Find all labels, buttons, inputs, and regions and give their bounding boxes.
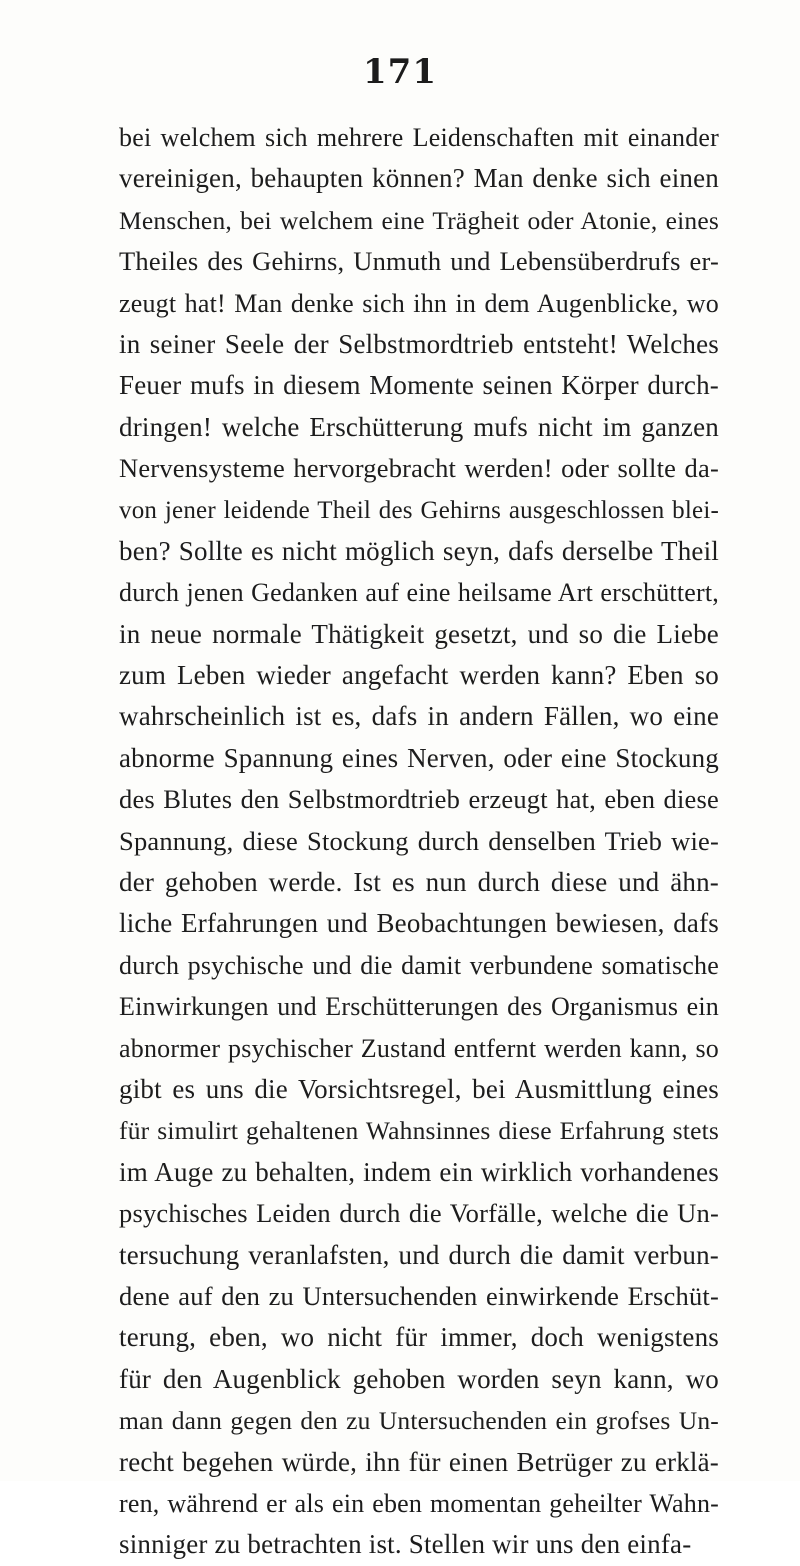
text-line: liche Erfahrungen und Beobachtungen bewiesen, dafs — [119, 908, 719, 939]
text-line: im Auge zu behalten, indem ein wirklich vorhandenes — [119, 1156, 719, 1187]
text-line: abnormer psychischer Zustand entfernt werden kann, so — [119, 1033, 719, 1063]
text-line: bei welchem sich mehrere Leidenschaften mit einander — [119, 123, 719, 152]
text-line: zeugt hat! Man denke sich ihn in dem Augenblicke, wo — [119, 288, 719, 318]
text-line: man dann gegen den zu Untersuchenden ein grofses Un- — [119, 1406, 719, 1436]
text-line: Theiles des Gehirns, Unmuth und Lebensüberdrufs er- — [119, 246, 719, 277]
text-line: durch jenen Gedanken auf eine heilsame Art erschüttert, — [119, 578, 719, 608]
text-line: der gehoben werde. Ist es nun durch diese und ähn- — [119, 867, 719, 898]
text-line: Feuer mufs in diesem Momente seinen Körper durch- — [119, 370, 719, 401]
text-line: durch psychische und die damit verbundene somatische — [119, 950, 719, 980]
text-line: sinniger zu betrachten ist. Stellen wir uns den einfa- — [119, 1529, 692, 1560]
text-line: psychisches Leiden durch die Vorfälle, welche die Un- — [119, 1198, 719, 1229]
text-line: gibt es uns die Vorsichtsregel, bei Ausmittlung eines — [119, 1073, 719, 1104]
text-line: Einwirkungen und Erschütterungen des Organismus ein — [119, 992, 719, 1022]
text-line: terung, eben, wo nicht für immer, doch wenigstens — [119, 1322, 719, 1353]
text-line: dene auf den zu Untersuchenden einwirkende Erschüt- — [119, 1280, 719, 1311]
text-line: in neue normale Thätigkeit gesetzt, und so die Liebe — [119, 618, 719, 649]
text-line: von jener leidende Theil des Gehirns ausgeschlossen blei- — [119, 496, 719, 524]
text-line: dringen! welche Erschütterung mufs nicht im ganzen — [119, 411, 719, 442]
page-number: 171 — [363, 52, 437, 92]
text-line: recht begehen würde, ihn für einen Betrüger zu erklä- — [119, 1446, 719, 1477]
text-line: abnorme Spannung eines Nerven, oder eine Stockung — [119, 742, 719, 773]
text-line: des Blutes den Selbstmordtrieb erzeugt hat, eben diese — [119, 784, 719, 815]
text-line: Spannung, diese Stockung durch denselben Trieb wie- — [119, 825, 719, 856]
text-line: tersuchung veranlafsten, und durch die damit verbun- — [119, 1239, 719, 1270]
text-line: in seiner Seele der Selbstmordtrieb entsteht! Welches — [119, 328, 719, 359]
text-line: zum Leben wieder angefacht werden kann? Eben so — [119, 660, 719, 691]
text-line: für simulirt gehaltenen Wahnsinnes diese Erfahrung stets — [119, 1116, 719, 1146]
text-line: wahrscheinlich ist es, dafs in andern Fällen, wo eine — [119, 701, 719, 732]
text-line: vereinigen, behaupten können? Man denke sich einen — [119, 163, 719, 194]
text-line: ren, während er als ein eben momentan geheilter Wahn- — [119, 1488, 719, 1518]
text-line: für den Augenblick gehoben worden seyn kann, wo — [119, 1363, 719, 1394]
text-line: ben? Sollte es nicht möglich seyn, dafs derselbe Theil — [119, 535, 719, 566]
text-line: Nervensysteme hervorgebracht werden! oder sollte da- — [119, 453, 719, 484]
text-line: Menschen, bei welchem eine Trägheit oder Atonie, eines — [119, 205, 719, 235]
body-text — [119, 117, 719, 1566]
